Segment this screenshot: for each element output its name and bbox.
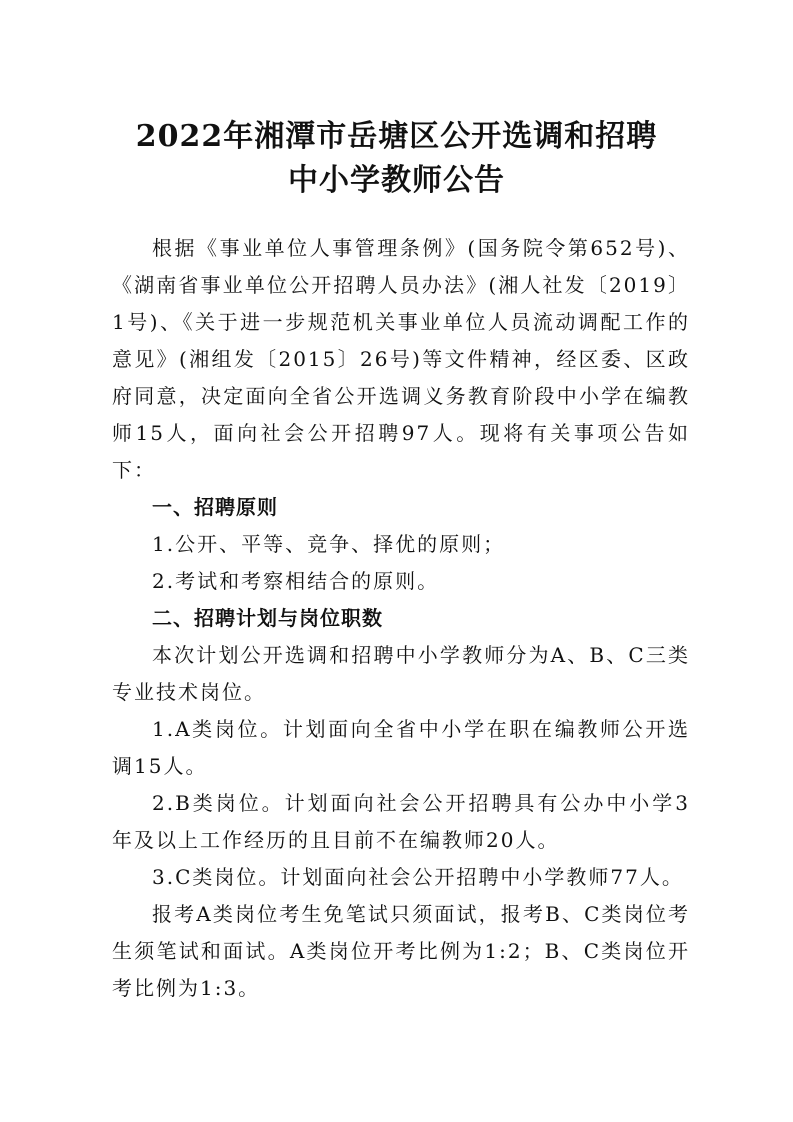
exam-note-paragraph: 报考A类岗位考生免笔试只须面试，报考B、C类岗位考生须笔试和面试。A类岗位开考比例为1:2；B、C类岗位开考比例为1:3。 xyxy=(112,902,690,1000)
plan-intro-paragraph: 本次计划公开选调和招聘中小学教师分为A、B、C三类专业技术岗位。 xyxy=(112,643,690,704)
principle-item-1: 1.公开、平等、竞争、择优的原则； xyxy=(152,532,506,556)
section-heading-plan: 二、招聘计划与岗位职数 xyxy=(152,606,383,630)
section-heading-principles: 一、招聘原则 xyxy=(152,495,278,519)
document-title-line-1: 2022年湘潭市岳塘区公开选调和招聘 xyxy=(135,119,658,154)
post-a-paragraph: 1.A类岗位。计划面向全省中小学在职在编教师公开选调15人。 xyxy=(112,717,690,778)
document-body xyxy=(112,230,690,1007)
intro-paragraph: 根据《事业单位人事管理条例》(国务院令第652号)、《湖南省事业单位公开招聘人员办法》(湘人社发〔2019〕1号)、《关于进一步规范机关事业单位人员流动调配工作的意见》(湘组发〔2015〕26号)等文件精神，经区委、区政府同意，决定面向全省公开选调义务教育阶段中小学在编教师15人，面向社会公开招聘97人。现将有关事项公告如下： xyxy=(112,236,690,482)
document-title-line-2: 中小学教师公告 xyxy=(288,163,505,198)
post-c-paragraph: 3.C类岗位。计划面向社会公开招聘中小学教师77人。 xyxy=(152,865,684,889)
post-b-paragraph: 2.B类岗位。计划面向社会公开招聘具有公办中小学3年及以上工作经历的且目前不在编教师20人。 xyxy=(112,791,690,852)
principle-item-2: 2.考试和考察相结合的原则。 xyxy=(152,569,440,593)
